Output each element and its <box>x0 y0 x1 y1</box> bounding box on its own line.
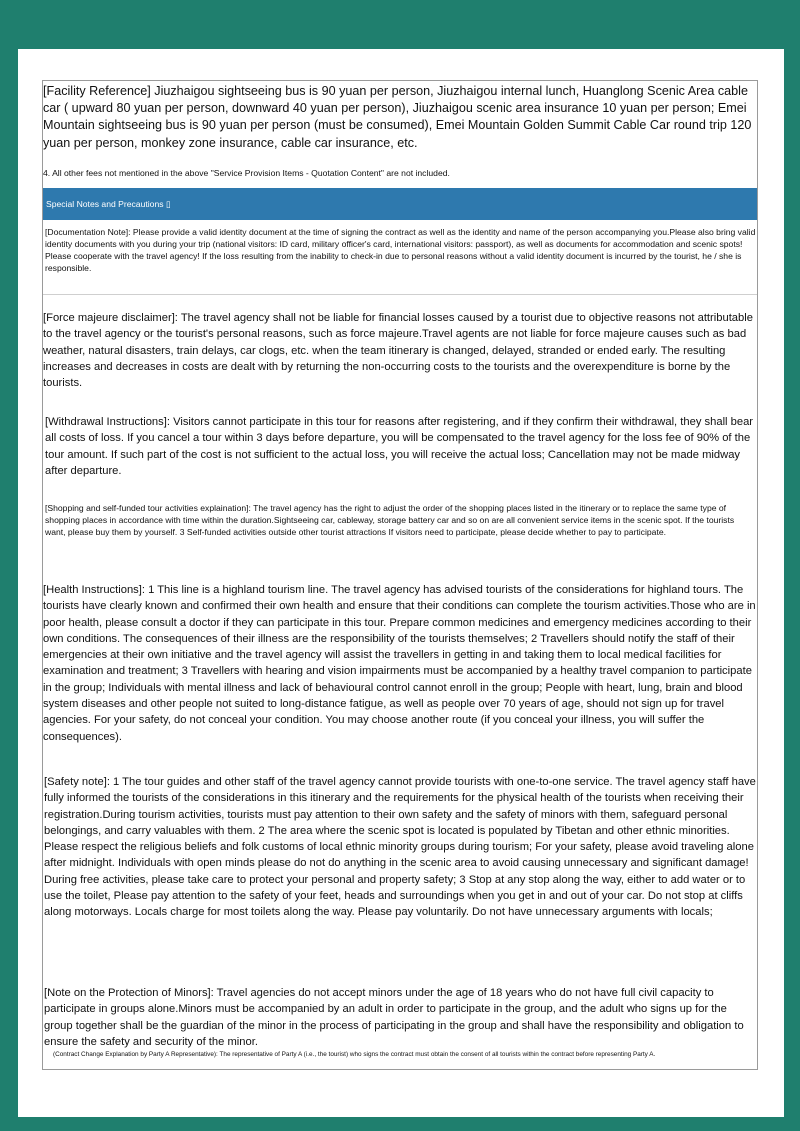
health-instructions-text: [Health Instructions]: 1 This line is a highland tourism line. The travel agency has advised tourists of the considerations for highland tours. The tourists have clearly known and confirmed their own health and ensure that their conditions can complete the tourism activities.Those who are in poor health, please consult a doctor if they can participate in this tour. Prepare common medicines and emergency medicines according to their own conditions. The consequences of their illness are the responsibility of the tourists themselves; 2 Travellers should notify the staff of their emergencies at their own initiative and the travel agency will assist the travellers in getting in and taking them to local medical facilities for examination and treatment; 3 Travellers with hearing and vision impairments must be accompanied by a healthy travel companion to participate in the group; Individuals with mental illness and lack of behavioural control cannot enroll in the group; People with heart, lung, brain and blood system diseases and other people not suited to long-distance fatigue, as well as people over 70 years of age, should not sign up for travel agencies. For your safety, do not conceal your condition. You may choose another route (if you conceal your illness, you will suffer the consequences). <box>43 584 756 743</box>
safety-note-text: [Safety note]: 1 The tour guides and other staff of the travel agency cannot provide tourists with one-to-one service. The travel agency staff have fully informed the tourists of the considerations in this itinerary and the requirements for the physical health of the tourists when receiving their registration.During tourism activities, tourists must pay attention to their own safety and the safety of minors with them, safeguard personal belongings, and carry valuables with them. 2 The area where the scenic spot is located is populated by Tibetan and other ethnic minorities. Please respect the religious beliefs and folk customs of local ethnic minority groups during tourism; For your safety, please avoid traveling alone after midnight. Individuals with open minds please do not do anything in the scenic area to avoid causing unnecessary and significant damage! During free activities, please take care to protect your personal and property safety; 3 Stop at any stop along the way, either to add water or to use the toilet, Please pay attention to the safety of your feet, heads and surroundings when you get in and out of your car. Do not stop at cliffs along motorways. Locals charge for most toilets along the way. Please pay voluntarily. Do not have unnecessary arguments with locals; <box>44 776 756 919</box>
document-page <box>18 49 784 1117</box>
contract-change-text: (Contract Change Explanation by Party A Representative): The representative of Party A (i.e., the tourist) who signs the contract must obtain the consent of all tourists within the contract before representing Party A. <box>53 1051 656 1058</box>
minors-protection-text: [Note on the Protection of Minors]: Travel agencies do not accept minors under the age of 18 years who do not have full civil capacity to participate in groups alone.Minors must be accompanied by an adult in order to participate in the group, and the adult who signs up for the group together shall be the guardian of the minor in the process of participating in the group and shall have the responsibility and obligation to ensure the safety and security of the minor. <box>44 987 744 1048</box>
divider <box>43 294 757 295</box>
shopping-explanation-text: [Shopping and self-funded tour activities explaination]: The travel agency has the right to adjust the order of the shopping places listed in the itinerary or to replace the same type of shopping places in accordance with time within the duration.Sightseeing car, cableway, storage battery car and so on are all convenient service items in the scenic spot. If the tourists want, please buy them by yourself. 3 Self-funded activities outside other tourist attractions If visitors need to participate, please decide whether to pay to participate. <box>45 503 735 537</box>
withdrawal-instructions-text: [Withdrawal Instructions]: Visitors cannot participate in this tour for reasons after registering, and if they confirm their withdrawal, they shall bear all costs of loss. If you cancel a tour within 3 days before departure, you will be compensated to the travel agency for the loss fee of 90% of the tour amount. If such part of the cost is not sufficient to the actual loss, you will receive the actual loss; Cancellation may not be made midway after departure. <box>45 416 754 477</box>
force-majeure-text: [Force majeure disclaimer]: The travel agency shall not be liable for financial losses caused by a tourist due to objective reasons not attributable to the travel agency or the tourist's personal reasons, such as force majeure.Travel agents are not liable for force majeure causes such as bad weather, natural disasters, train delays, car clogs, etc. when the team itinerary is changed, delayed, stranded or ended early. The resulting increases and decreases in costs are dealt with by returning the non-occurring costs to the tourists and the overexpenditure is borne by the tourists. <box>43 312 753 390</box>
documentation-note-text: [Documentation Note]: Please provide a valid identity document at the time of signing the contract as well as the identity and name of the person accompanying you.Please also bring valid identity documents with you during your trip (national visitors: ID card, military officer's card, international visitors: passport), as well as documents for accommodation and scenic spots! Please cooperate with the travel agency! If the loss resulting from the inability to check-in due to personal reasons without a valid identity document is incurred by the tourist, he / she is responsible. <box>45 227 756 273</box>
section-header-special-notes: Special Notes and Precautions ▯ <box>43 188 757 220</box>
notes-panel <box>42 80 758 1070</box>
fees-not-included-note: 4. All other fees not mentioned in the above "Service Provision Items - Quotation Content" are not included. <box>43 168 450 178</box>
facility-reference-text: [Facility Reference] Jiuzhaigou sightseeing bus is 90 yuan per person, Jiuzhaigou internal lunch, Huanglong Scenic Area cable car ( upward 80 yuan per person, downward 40 yuan per person), Jiuzhaigou scenic area insurance 10 yuan per person; Emei Mountain sightseeing bus is 90 yuan per person (must be consumed), Emei Mountain Golden Summit Cable Car round trip 120 yuan per person, monkey zone insurance, cable car insurance, etc. <box>43 84 752 150</box>
